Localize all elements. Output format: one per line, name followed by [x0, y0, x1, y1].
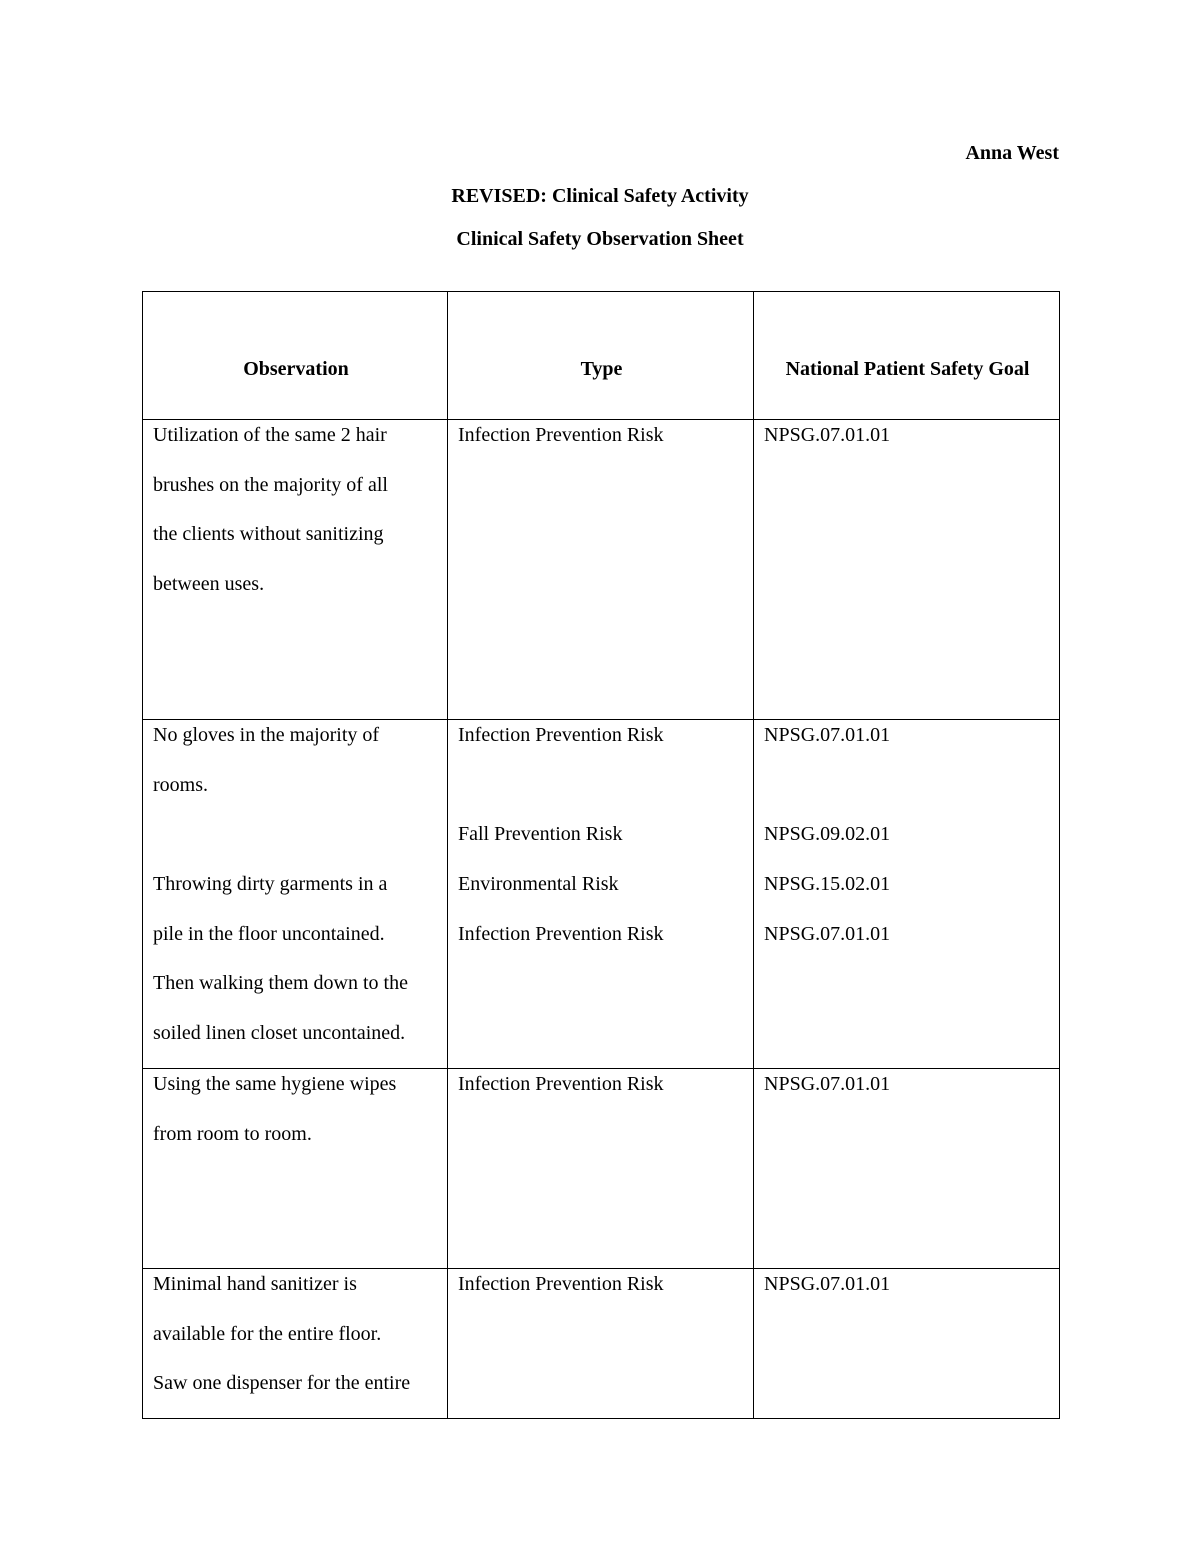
- document-subtitle: Clinical Safety Observation Sheet: [456, 228, 744, 250]
- goal-line: NPSG.07.01.01: [764, 424, 891, 446]
- goal-cell: [754, 1068, 1060, 1268]
- observation-line: the clients without sanitizing: [153, 523, 384, 546]
- goal-cell: [754, 420, 1060, 720]
- type-line: Environmental Risk: [458, 873, 619, 896]
- type-line: Infection Prevention Risk: [458, 724, 664, 746]
- observation-line: Then walking them down to the: [153, 972, 408, 995]
- observation-cell: [143, 1068, 448, 1268]
- observation-line: Using the same hygiene wipes: [153, 1072, 397, 1095]
- table-row: [143, 1268, 1060, 1418]
- column-header-goal: National Patient Safety Goal: [754, 292, 1060, 420]
- type-cell: [448, 1068, 754, 1268]
- goal-cell: [754, 720, 1060, 1069]
- goal-line: NPSG.07.01.01: [764, 922, 891, 945]
- observation-line: [153, 819, 439, 869]
- observation-line: Minimal hand sanitizer is: [153, 1272, 357, 1295]
- type-line: Fall Prevention Risk: [458, 823, 623, 846]
- type-line: [458, 770, 745, 820]
- goal-line: NPSG.07.01.01: [764, 1072, 891, 1095]
- type-line: Infection Prevention Risk: [458, 1272, 664, 1295]
- observation-cell: [143, 1268, 448, 1418]
- observation-line: Throwing dirty garments in a: [153, 873, 388, 896]
- table-row: [143, 420, 1060, 720]
- type-cell: [448, 720, 754, 1069]
- type-cell: [448, 1268, 754, 1418]
- type-line: Infection Prevention Risk: [458, 1072, 664, 1095]
- observation-line: No gloves in the majority of: [153, 724, 380, 746]
- observation-line: from room to room.: [153, 1122, 312, 1145]
- observation-line: available for the entire floor.: [153, 1322, 382, 1345]
- observation-line: brushes on the majority of all: [153, 473, 388, 496]
- observation-line: Saw one dispenser for the entire: [153, 1372, 411, 1395]
- type-cell: [448, 420, 754, 720]
- type-line: Infection Prevention Risk: [458, 922, 664, 945]
- observation-table: [142, 291, 1060, 1419]
- goal-line: NPSG.15.02.01: [764, 873, 891, 896]
- table-header-row: [143, 292, 1060, 420]
- type-line: Infection Prevention Risk: [458, 424, 664, 446]
- table-row: [143, 720, 1060, 1069]
- goal-cell: [754, 1268, 1060, 1418]
- observation-line: between uses.: [153, 573, 265, 596]
- goal-line: [764, 770, 1051, 820]
- table-row: [143, 1068, 1060, 1268]
- document-title: REVISED: Clinical Safety Activity: [451, 185, 749, 207]
- observation-line: Utilization of the same 2 hair: [153, 424, 387, 446]
- goal-line: NPSG.07.01.01: [764, 1272, 891, 1295]
- goal-line: NPSG.07.01.01: [764, 724, 891, 746]
- observation-line: soiled linen closet uncontained.: [153, 1022, 406, 1045]
- author-name: Anna West: [965, 142, 1059, 164]
- observation-cell: [143, 720, 448, 1069]
- observation-line: pile in the floor uncontained.: [153, 922, 385, 945]
- column-header-type: Type: [448, 292, 754, 420]
- column-header-observation: Observation: [143, 292, 448, 420]
- goal-line: NPSG.09.02.01: [764, 823, 891, 846]
- observation-cell: [143, 420, 448, 720]
- observation-line: rooms.: [153, 773, 208, 796]
